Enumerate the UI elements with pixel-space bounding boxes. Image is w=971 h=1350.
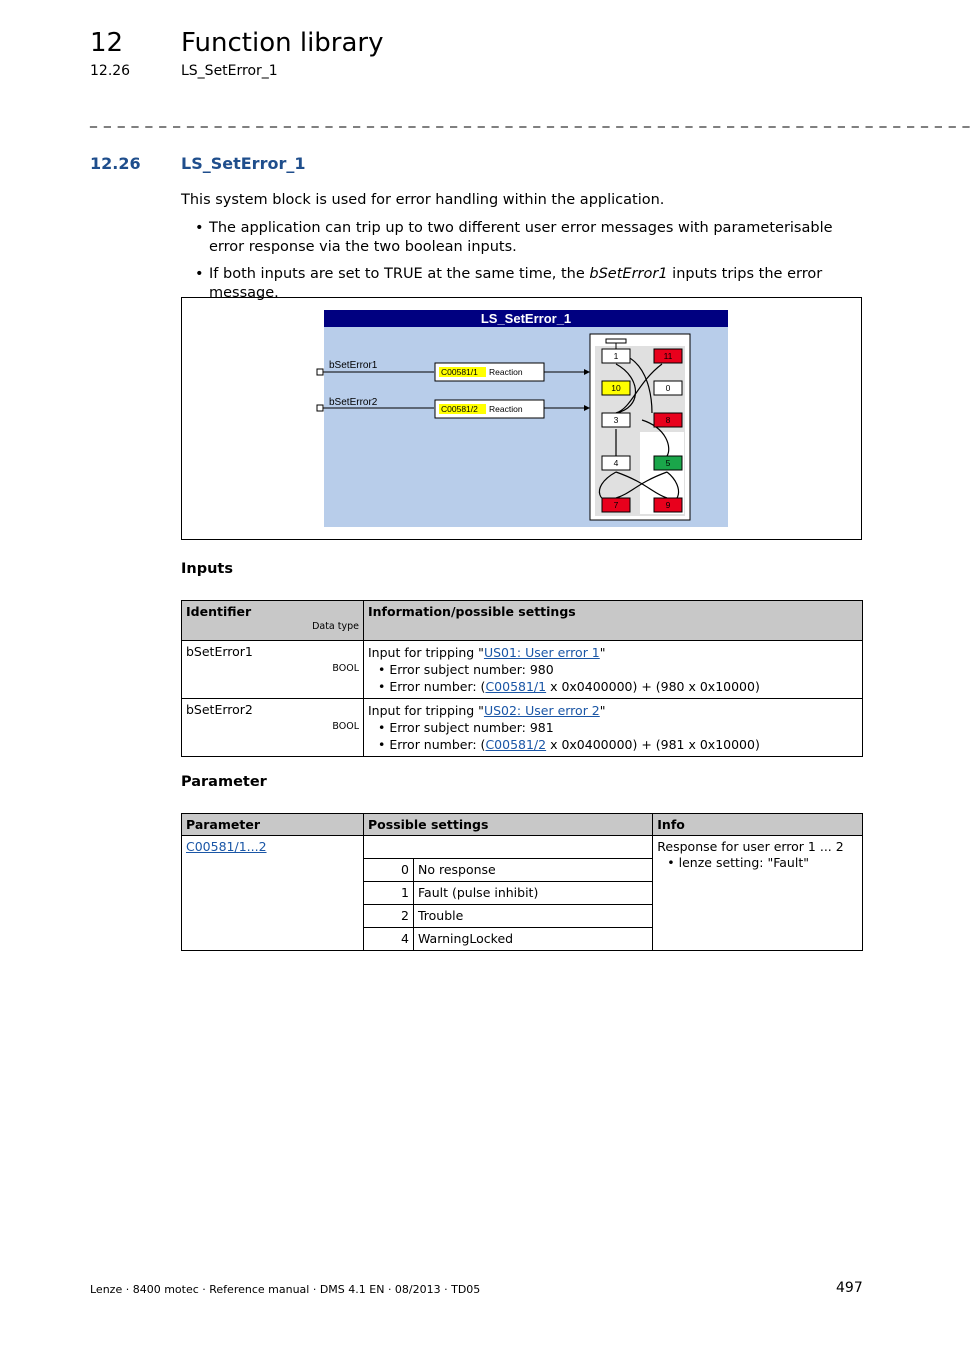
input-port-1 <box>317 369 323 375</box>
bullet-item <box>195 265 855 301</box>
section-title: LS_SetError_1 <box>181 154 306 173</box>
inputs-heading: Inputs <box>181 561 233 577</box>
section-number: 12.26 <box>90 154 141 173</box>
block-title: LS_SetError_1 <box>480 311 572 326</box>
chapter-title: Function library <box>181 28 384 58</box>
setting-label: Fault (pulse inhibit) <box>414 882 653 905</box>
state-machine-entry <box>606 339 626 343</box>
state-label-4: 4 <box>613 458 619 468</box>
user-error-link[interactable]: US01: User error 1 <box>483 645 600 660</box>
input-port-2 <box>317 405 323 411</box>
header-section-number: 12.26 <box>90 63 131 79</box>
intro-paragraph: This system block is used for error handling within the application. <box>181 192 665 208</box>
identifier-cell: bSetError1 BOOL <box>182 641 364 699</box>
setting-label: No response <box>414 859 653 882</box>
param-code-1: C00581/1 <box>441 367 478 377</box>
column-header: Identifier Data type <box>182 601 364 641</box>
table-header-row <box>182 814 863 836</box>
column-header: Possible settings <box>364 814 653 836</box>
footer-text: Lenze · 8400 motec · Reference manual · DMS 4.1 EN · 08/2013 · TD05 <box>90 1283 481 1296</box>
chapter-number: 12 <box>90 28 124 58</box>
setting-value: 4 <box>364 928 414 951</box>
parameter-cell <box>182 836 364 951</box>
setting-value: 0 <box>364 859 414 882</box>
state-label-3: 3 <box>613 415 619 425</box>
state-label-10: 10 <box>611 383 621 393</box>
state-label-8: 8 <box>665 415 671 425</box>
state-label-9: 9 <box>665 500 671 510</box>
state-label-1: 1 <box>613 351 619 361</box>
param-code-2: C00581/2 <box>441 404 478 414</box>
column-header: Information/possible settings <box>364 601 863 641</box>
data-type-value: BOOL <box>332 721 359 732</box>
bullet-dot: • <box>195 266 204 282</box>
state-label-5: 5 <box>665 458 671 468</box>
parameter-link[interactable]: C00581/1 <box>485 679 547 694</box>
reaction-label-2: Reaction <box>489 404 523 414</box>
user-error-link[interactable]: US02: User error 2 <box>483 703 600 718</box>
bullet-text: If both inputs are set to TRUE at the same time, the bSetError1 inputs trips the error message. <box>209 266 823 301</box>
data-type-label: Data type <box>312 621 359 632</box>
bullet-dot: • <box>195 220 204 236</box>
info-cell: Input for tripping "US01: User error 1" • Error subject number: 980 • Error number: (C00581/1 x 0x0400000) + (980 x 0x10000) <box>364 641 863 699</box>
state-label-11: 11 <box>663 351 673 361</box>
column-header: Parameter <box>182 814 364 836</box>
reaction-label-1: Reaction <box>489 367 523 377</box>
data-type-value: BOOL <box>332 663 359 674</box>
column-header: Info <box>653 814 863 836</box>
page-number: 497 <box>836 1280 863 1296</box>
identifier-cell: bSetError2 BOOL <box>182 699 364 757</box>
setting-label: Trouble <box>414 905 653 928</box>
info-cell: Input for tripping "US02: User error 2" • Error subject number: 981 • Error number: (C00581/2 x 0x0400000) + (981 x 0x10000) <box>364 699 863 757</box>
inputs-table <box>181 600 863 757</box>
bullet-text: The application can trip up to two different user error messages with parameterisable error response via the two boolean inputs. <box>209 220 833 255</box>
table-header-row <box>182 601 863 641</box>
parameter-heading: Parameter <box>181 774 267 790</box>
state-label-0: 0 <box>665 383 671 393</box>
table-row <box>182 836 863 859</box>
input-label-1: bSetError1 <box>329 360 378 371</box>
header-section-title: LS_SetError_1 <box>181 63 278 79</box>
parameter-link[interactable]: C00581/1...2 <box>186 839 267 854</box>
parameter-link[interactable]: C00581/2 <box>485 737 547 752</box>
setting-value: 1 <box>364 882 414 905</box>
table-row <box>182 699 863 757</box>
input-label-2: bSetError2 <box>329 397 378 408</box>
table-row <box>182 641 863 699</box>
function-block-diagram <box>182 298 861 539</box>
header-separator: _ _ _ _ _ _ _ _ _ _ _ _ _ _ _ _ _ _ _ _ _ _ _ _ _ _ _ _ _ _ _ _ _ _ _ _ _ _ _ _ _ _ _ _ _ _ _ _ _ _ _ _ _ _ _ _ _ _ _ _ _ _ _ _ <box>90 112 971 128</box>
info-cell: Response for user error 1 ... 2 • lenze setting: "Fault" <box>653 836 863 951</box>
parameter-table <box>181 813 863 951</box>
settings-empty-cell <box>364 836 653 859</box>
function-block-figure <box>181 297 862 540</box>
state-label-7: 7 <box>613 500 619 510</box>
setting-label: WarningLocked <box>414 928 653 951</box>
setting-value: 2 <box>364 905 414 928</box>
bullet-item <box>195 219 855 259</box>
